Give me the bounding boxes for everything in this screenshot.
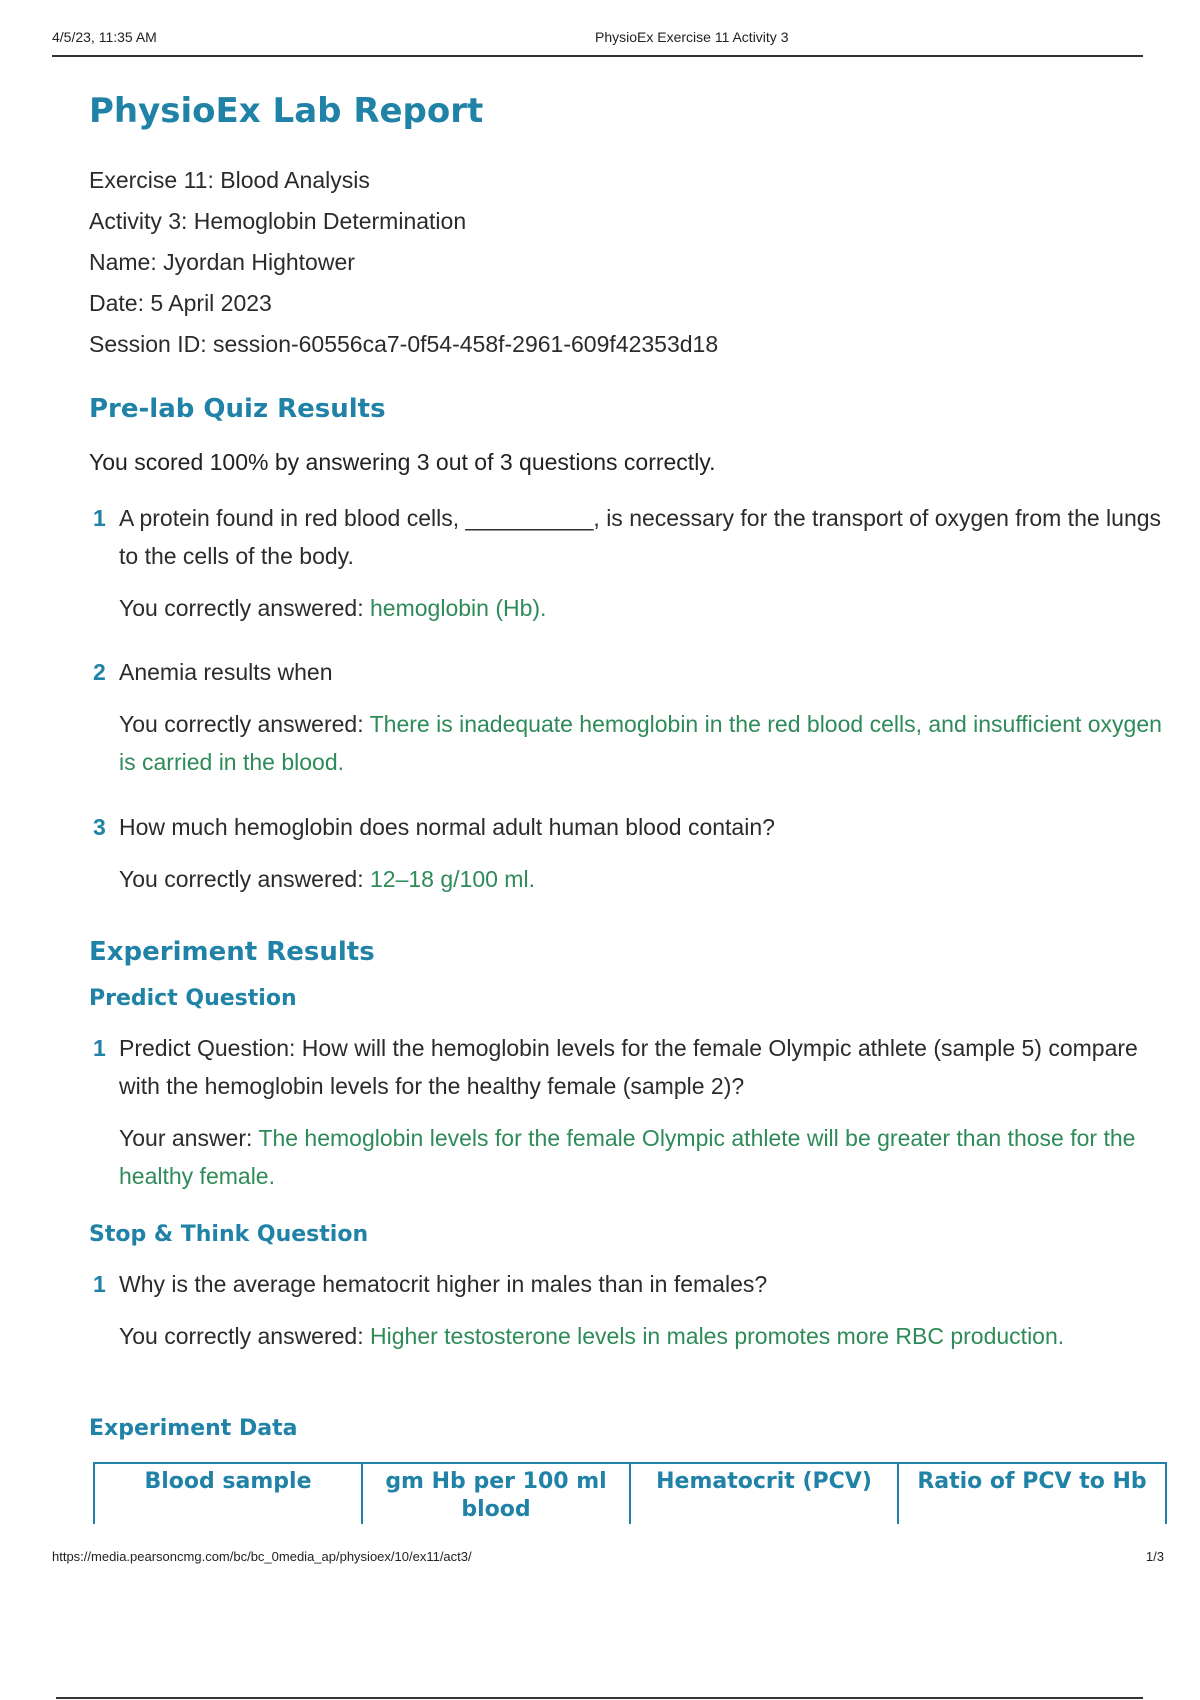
question-text: How much hemoglobin does normal adult human blood contain?: [119, 814, 775, 840]
prelab-question-2: [89, 653, 1179, 781]
column-header-hb: gm Hb per 100 ml blood: [362, 1463, 630, 1524]
question-answer: [119, 589, 1179, 627]
experiment-heading: Experiment Results: [89, 937, 375, 967]
question-number: 1: [93, 1271, 106, 1297]
print-header: [52, 29, 1143, 57]
question-text: A protein found in red blood cells, __________, is necessary for the transport of oxygen from the lungs to the cells of the body.: [119, 505, 1162, 569]
question-number: 1: [93, 505, 106, 531]
predict-question: [89, 1029, 1179, 1195]
experiment-data-table: [93, 1462, 1167, 1524]
answer-label: You correctly answered:: [119, 595, 364, 621]
question-number: 1: [93, 1035, 106, 1061]
answer-value: The hemoglobin levels for the female Olympic athlete will be greater than those for the healthy female.: [119, 1125, 1136, 1189]
report-meta: [89, 160, 1149, 365]
date-line: Date: 5 April 2023: [89, 290, 272, 316]
question-answer: [119, 1317, 1179, 1355]
answer-label: You correctly answered:: [119, 866, 364, 892]
answer-value: Higher testosterone levels in males promotes more RBC production.: [370, 1323, 1065, 1349]
question-text: Predict Question: How will the hemoglobin levels for the female Olympic athlete (sample 5) compare with the hemoglobin levels for the healthy female (sample 2)?: [119, 1035, 1138, 1099]
experiment-data-heading: Experiment Data: [89, 1416, 298, 1441]
print-doc-title: PhysioEx Exercise 11 Activity 3: [595, 29, 789, 45]
question-answer: [119, 1119, 1179, 1195]
column-header-ratio: Ratio of PCV to Hb: [898, 1463, 1166, 1524]
report-content: [89, 86, 1149, 365]
stop-think-question: [89, 1265, 1179, 1355]
predict-heading: Predict Question: [89, 986, 297, 1011]
question-answer: [119, 860, 1179, 898]
stop-think-heading: Stop & Think Question: [89, 1222, 369, 1247]
column-header-hematocrit: Hematocrit (PCV): [630, 1463, 898, 1524]
question-number: 2: [93, 659, 106, 685]
prelab-question-1: [89, 499, 1179, 627]
answer-value: 12–18 g/100 ml.: [370, 866, 535, 892]
question-text: Anemia results when: [119, 659, 333, 685]
question-text: Why is the average hematocrit higher in males than in females?: [119, 1271, 768, 1297]
question-number: 3: [93, 814, 106, 840]
page-number: 1/3: [1145, 1549, 1164, 1564]
answer-value: There is inadequate hemoglobin in the red blood cells, and insufficient oxygen is carried in the blood.: [119, 711, 1162, 775]
name-line: Name: Jyordan Hightower: [89, 249, 355, 275]
prelab-heading: Pre-lab Quiz Results: [89, 394, 386, 424]
print-timestamp: 4/5/23, 11:35 AM: [52, 29, 157, 45]
answer-label: Your answer:: [119, 1125, 253, 1151]
answer-label: You correctly answered:: [119, 1323, 364, 1349]
prelab-question-3: [89, 808, 1179, 898]
answer-label: You correctly answered:: [119, 711, 364, 737]
table-header-row: [94, 1463, 1166, 1524]
column-header-blood-sample: Blood sample: [94, 1463, 362, 1524]
exercise-line: Exercise 11: Blood Analysis: [89, 167, 370, 193]
prelab-score: You scored 100% by answering 3 out of 3 questions correctly.: [89, 449, 716, 475]
session-line: Session ID: session-60556ca7-0f54-458f-2961-609f42353d18: [89, 331, 719, 357]
activity-line: Activity 3: Hemoglobin Determination: [89, 208, 467, 234]
answer-value: hemoglobin (Hb).: [370, 595, 547, 621]
report-title: PhysioEx Lab Report: [89, 91, 484, 131]
page-url: https://media.pearsoncmg.com/bc/bc_0media_ap/physioex/10/ex11/act3/: [52, 1549, 472, 1564]
bottom-divider: [56, 1697, 1143, 1699]
question-answer: [119, 705, 1179, 781]
